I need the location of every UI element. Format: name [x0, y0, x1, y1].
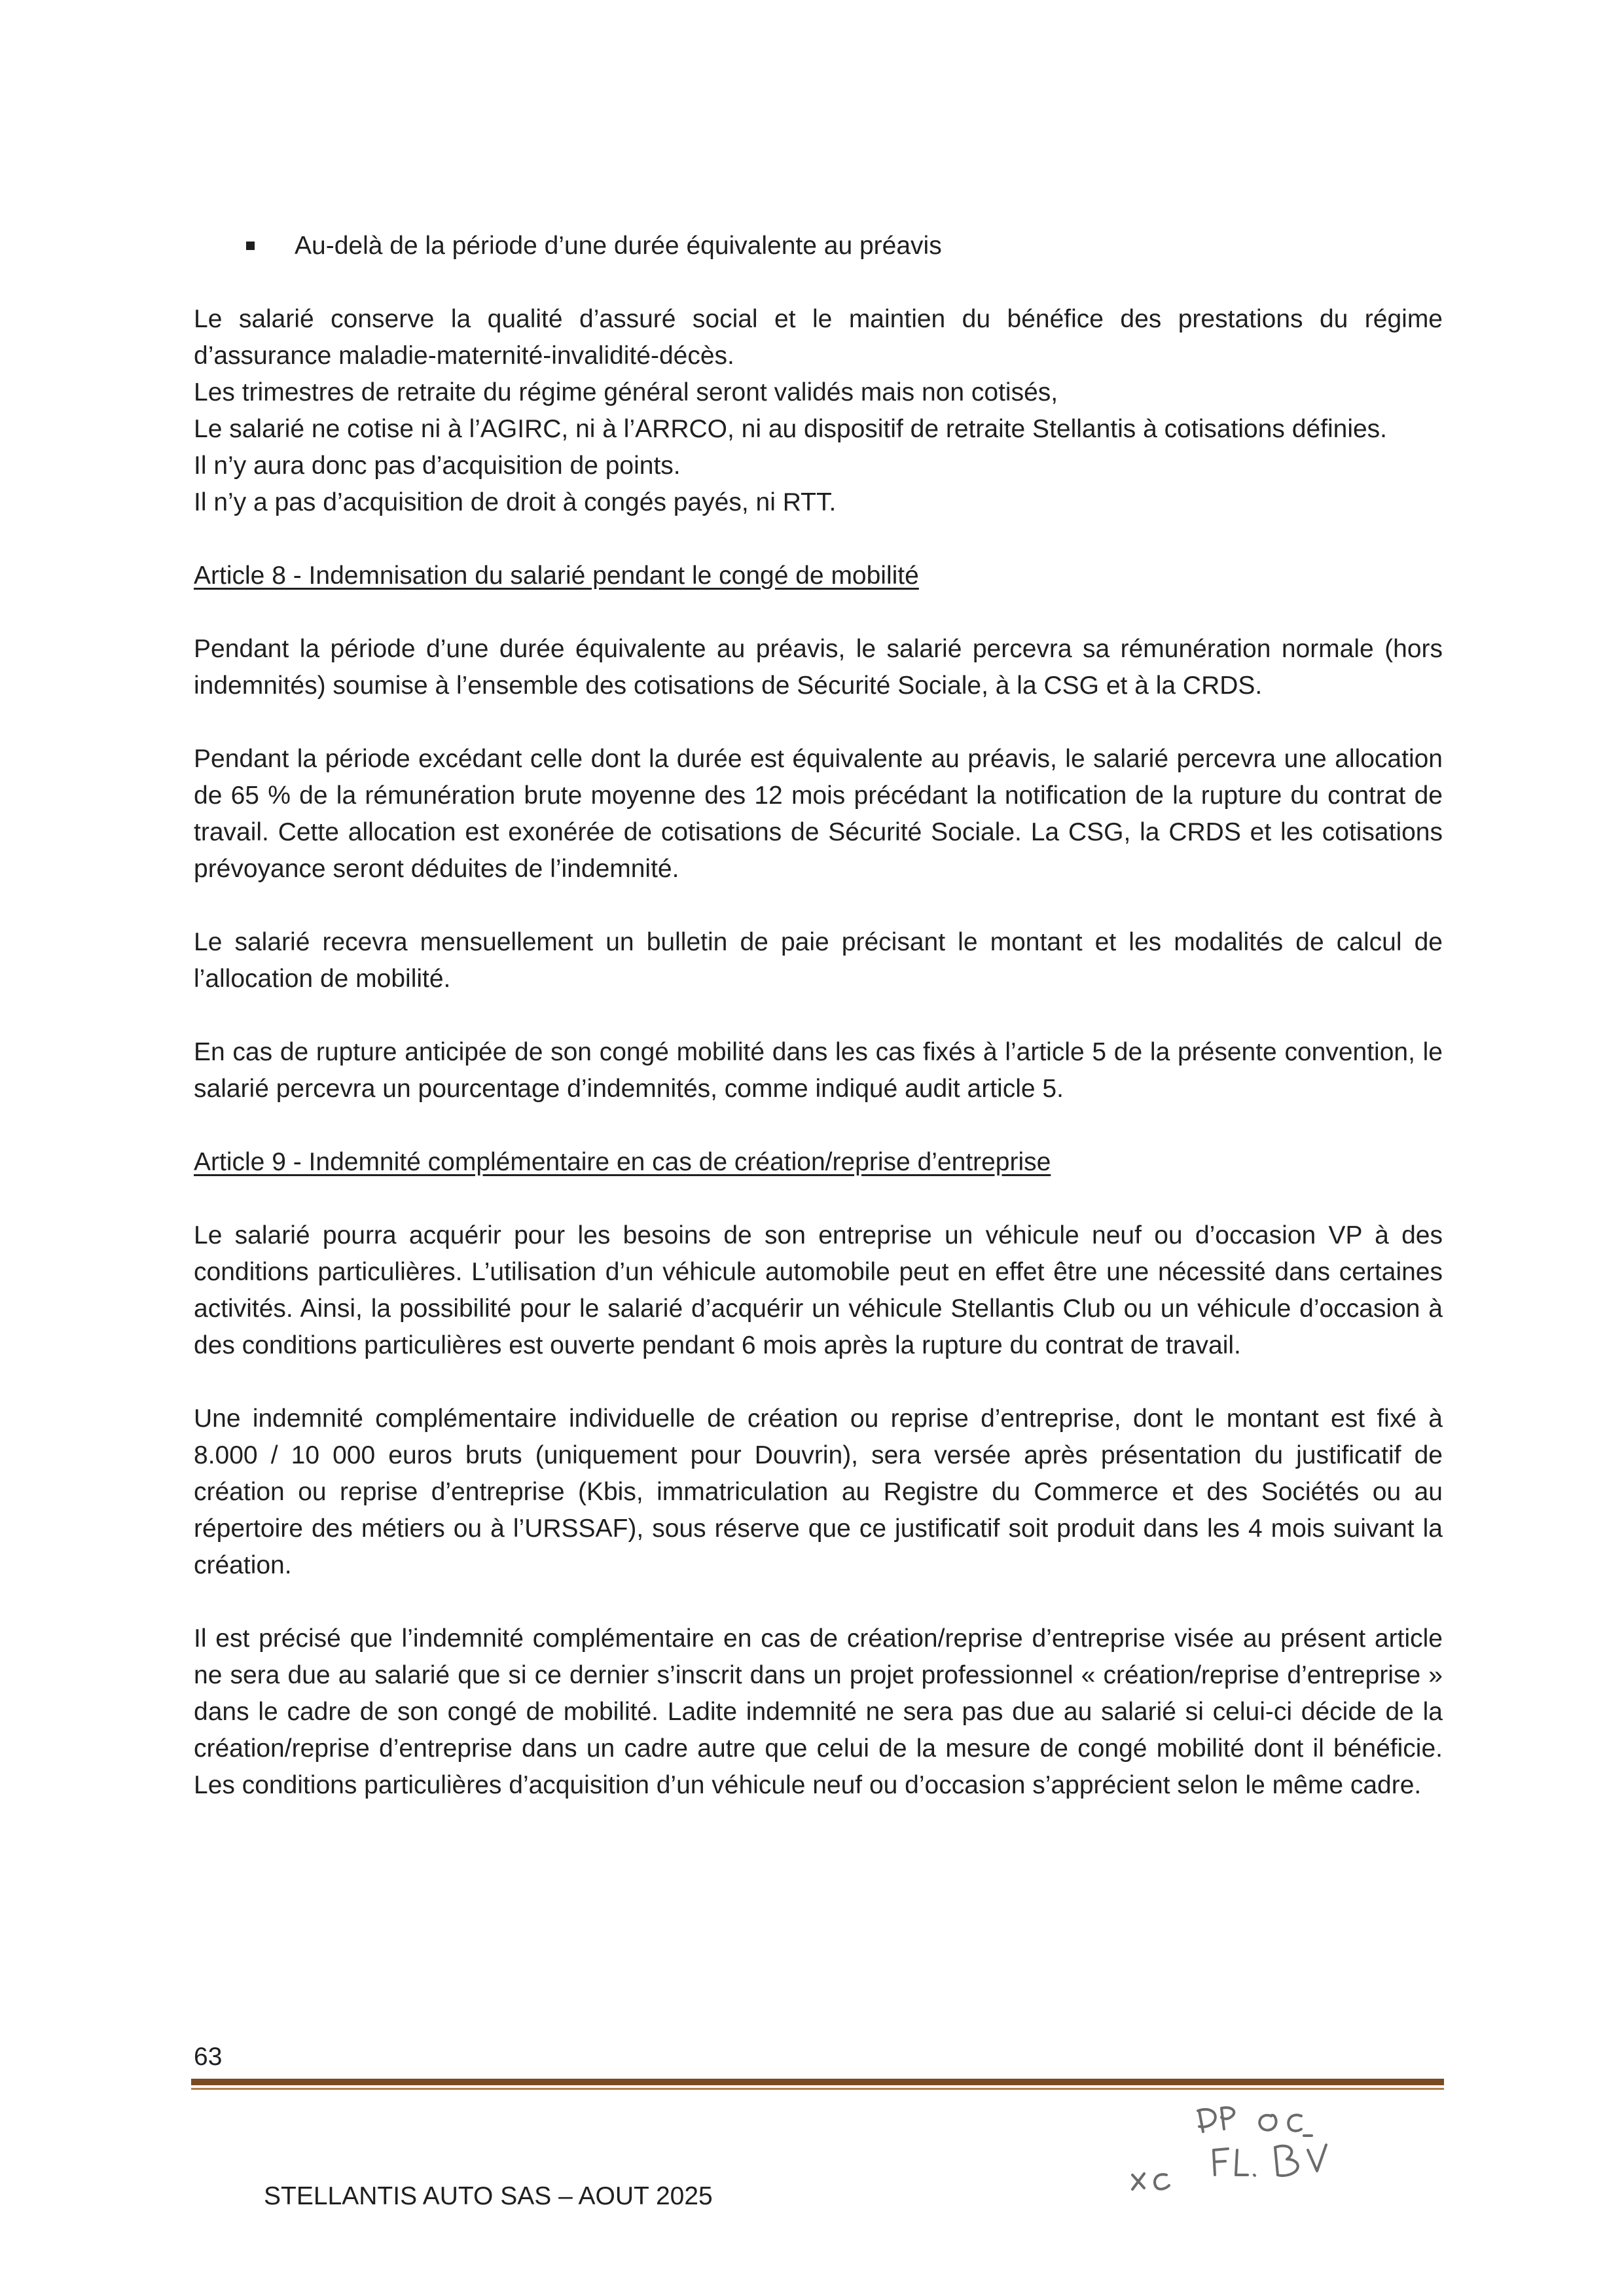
article-9-paragraph-2: Une indemnité complémentaire individuelle de création ou reprise d’entreprise, dont le montant est fixé à 8.000 / 10 000 euros bruts (uniquement pour Douvrin), sera versée après présentation du justificatif de création ou reprise d’entreprise (Kbis, immatriculation au Registre du Commerce et des Sociétés ou au répertoire des métiers ou à l’URSSAF), sous réserve que ce justificatif soit produit dans les 4 mois suivant la création.: [194, 1405, 1443, 1579]
intro-paragraph-3: Le salarié ne cotise ni à l’AGIRC, ni à l’ARRCO, ni au dispositif de retraite Stellantis à cotisations définies.: [194, 415, 1388, 443]
article-9-paragraph-1: Le salarié pourra acquérir pour les besoins de son entreprise un véhicule neuf ou d’occasion VP à des conditions particulières. L’utilisation d’un véhicule automobile peut en effet être une nécessité dans certaines activités. Ainsi, la possibilité pour le salarié d’acquérir un véhicule Stellantis Club ou un véhicule d’occasion à des conditions particulières est ouverte pendant 6 mois après la rupture du contrat de travail.: [194, 1221, 1443, 1359]
document-body: [194, 228, 1443, 1804]
intro-paragraph-1: Le salarié conserve la qualité d’assuré social et le maintien du bénéfice des prestations du régime d’assurance maladie-maternité-invalidité-décès.: [194, 305, 1443, 370]
intro-paragraph-4: Il n’y aura donc pas d’acquisition de points.: [194, 452, 681, 480]
article-8-paragraph-3: Le salarié recevra mensuellement un bulletin de paie précisant le montant et les modalités de calcul de l’allocation de mobilité.: [194, 928, 1443, 993]
handwritten-initials-drawing: [1126, 2098, 1362, 2196]
article-8-paragraph-1: Pendant la période d’une durée équivalente au préavis, le salarié percevra sa rémunération normale (hors indemnités) soumise à l’ensemble des cotisations de Sécurité Sociale, à la CSG et à la CRDS.: [194, 635, 1443, 700]
page-number: 63: [194, 2043, 223, 2071]
article-8-paragraph-4: En cas de rupture anticipée de son congé mobilité dans les cas fixés à l’article 5 de la présente convention, le salarié percevra un pourcentage d’indemnités, comme indiqué audit article 5.: [194, 1038, 1443, 1103]
footer-rule-thin: [191, 2088, 1444, 2090]
article-8-heading: Article 8 - Indemnisation du salarié pendant le congé de mobilité: [194, 562, 919, 590]
intro-paragraph-2: Les trimestres de retraite du régime général seront validés mais non cotisés,: [194, 378, 1058, 406]
intro-paragraph-5: Il n’y a pas d’acquisition de droit à congés payés, ni RTT.: [194, 488, 837, 516]
footer-company-date: STELLANTIS AUTO SAS – AOUT 2025: [264, 2182, 713, 2210]
article-8-paragraph-2: Pendant la période excédant celle dont la durée est équivalente au préavis, le salarié percevra une allocation de 65 % de la rémunération brute moyenne des 12 mois précédant la notification de la rupture du contrat de travail. Cette allocation est exonérée de cotisations de Sécurité Sociale. La CSG, la CRDS et les cotisations prévoyance seront déduites de l’indemnité.: [194, 745, 1443, 883]
bullet-item-text: Au-delà de la période d’une durée équivalente au préavis: [295, 232, 942, 260]
bullet-item: [194, 228, 1443, 264]
article-9-paragraph-3: Il est précisé que l’indemnité complémentaire en cas de création/reprise d’entreprise visée au présent article ne sera due au salarié que si ce dernier s’inscrit dans un projet professionnel « création/reprise d’entreprise » dans le cadre de son congé de mobilité. Ladite indemnité ne sera pas due au salarié si celui-ci décide de la création/reprise d’entreprise dans un cadre autre que celui de la mesure de congé mobilité dont il bénéficie. Les conditions particulières d’acquisition d’un véhicule neuf ou d’occasion s’apprécient selon le même cadre.: [194, 1624, 1443, 1799]
footer-rule-thick: [191, 2079, 1444, 2085]
bullet-square-icon: [246, 242, 255, 250]
article-9-heading: Article 9 - Indemnité complémentaire en cas de création/reprise d’entreprise: [194, 1148, 1051, 1176]
handwritten-initials: [1126, 2098, 1362, 2196]
